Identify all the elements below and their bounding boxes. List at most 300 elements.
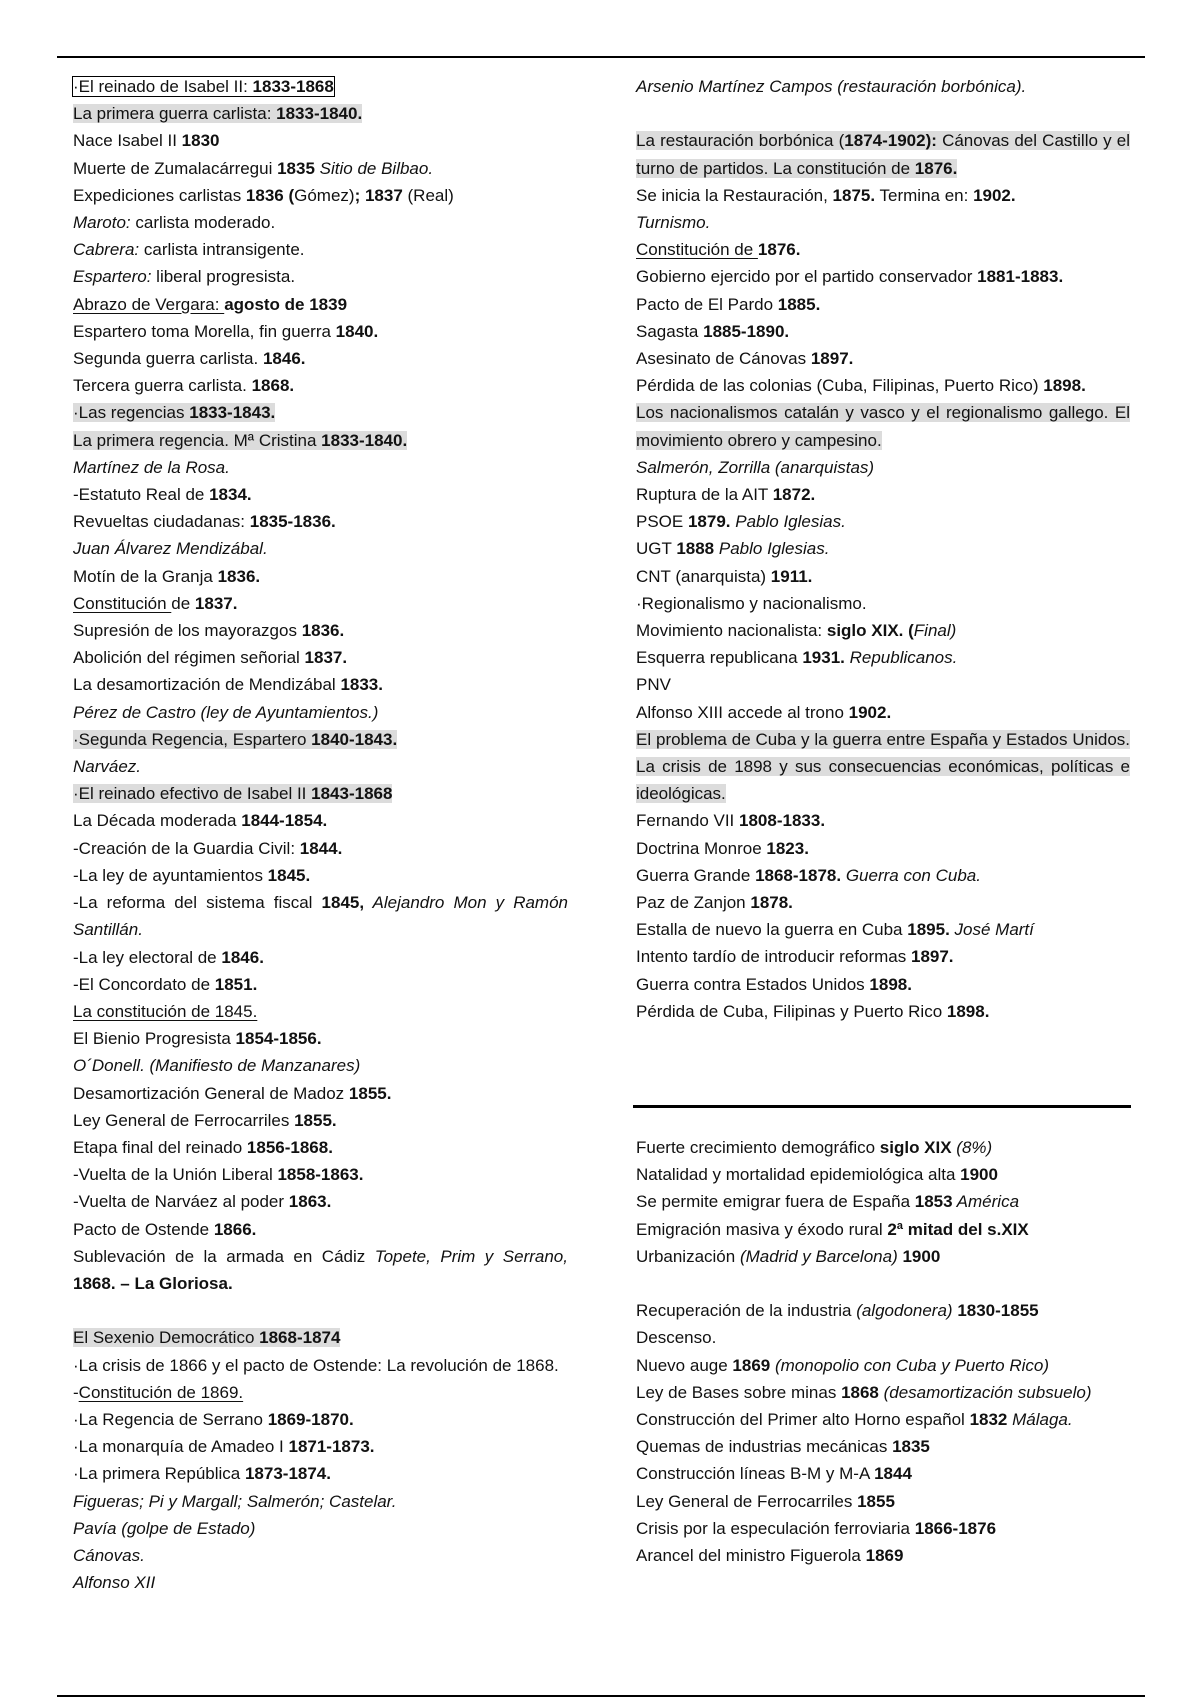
bold-date: 1931. <box>802 648 845 668</box>
text-segment: Se inicia la Restauración, <box>636 185 833 205</box>
line-text <box>73 839 342 858</box>
line-text <box>636 648 957 667</box>
text-segment: ·Regionalismo y nacionalismo. <box>636 593 867 613</box>
line-text <box>636 1192 1019 1211</box>
text-line <box>73 454 568 481</box>
text-line <box>73 1488 568 1515</box>
text-line <box>636 291 1130 318</box>
text-line <box>73 1134 568 1161</box>
bold-date: 1868. <box>251 376 295 396</box>
bold-date: 1874-1902): <box>844 131 937 151</box>
text-line <box>73 1080 568 1107</box>
bold-date: 1844. <box>299 838 343 858</box>
text-segment: La primera regencia. Mª Cristina <box>73 430 322 450</box>
text-segment: -Vuelta de la Unión Liberal <box>73 1165 278 1185</box>
line-text <box>636 512 846 531</box>
line-text <box>636 811 825 830</box>
text-line <box>73 862 568 889</box>
text-segment: Se permite emigrar fuera de España <box>636 1192 915 1212</box>
line-text <box>73 159 433 178</box>
text-line <box>73 100 568 127</box>
bold-date: 1833-1840. <box>276 104 363 124</box>
text-line <box>73 535 568 562</box>
text-line <box>73 671 568 698</box>
bold-date: 1856-1868. <box>246 1137 333 1157</box>
bold-date: 1898. <box>869 974 912 994</box>
text-line <box>73 155 568 182</box>
text-segment: PNV <box>636 675 671 695</box>
italic-note: Juan Álvarez Mendizábal. <box>73 539 268 559</box>
bold-date: 1869-1870. <box>267 1409 354 1429</box>
bold-date: 1846. <box>221 947 264 967</box>
italic-note: (Madrid y Barcelona) <box>739 1246 898 1266</box>
bold-date: 1876. <box>757 240 801 260</box>
bold-date: 1879. <box>687 512 731 532</box>
bold-date: 1851. <box>214 974 258 994</box>
line-text <box>636 186 1016 205</box>
text-line <box>636 73 1130 100</box>
text-segment: Alfonso XIII accede al trono <box>636 702 849 722</box>
text-line <box>636 481 1130 508</box>
bold-date: 1845. <box>267 865 311 885</box>
bold-date: 1833. <box>340 675 383 695</box>
bold-date: 1871-1873. <box>288 1437 375 1457</box>
text-line <box>636 535 1130 562</box>
text-segment: Nace Isabel II <box>73 131 182 151</box>
text-segment: Ley General de Ferrocarriles <box>636 1491 858 1511</box>
text-line <box>636 644 1130 671</box>
blank-line <box>636 100 1130 127</box>
bold-date: 1844-1854. <box>241 811 328 831</box>
text-line <box>73 753 568 780</box>
line-text <box>73 295 347 314</box>
italic-note: Guerra con Cuba. <box>841 865 981 885</box>
line-text <box>636 240 800 259</box>
line-text <box>73 1492 396 1511</box>
text-segment: Natalidad y mortalidad epidemiológica alta <box>636 1165 961 1185</box>
text-line <box>73 372 568 399</box>
line-text <box>636 1328 716 1347</box>
text-line <box>636 563 1130 590</box>
bold-date: 1868. – La Gloriosa. <box>73 1273 233 1293</box>
text-segment: Pacto de Ostende <box>73 1219 214 1239</box>
bold-date: 1836. <box>301 621 345 641</box>
italic-note: Martínez de la Rosa. <box>73 457 230 477</box>
text-segment: Estalla de nuevo la guerra en Cuba <box>636 920 908 940</box>
text-segment: El Bienio Progresista <box>73 1029 236 1049</box>
line-text <box>73 1056 360 1075</box>
text-line <box>73 236 568 263</box>
text-line <box>73 563 568 590</box>
text-line <box>636 1352 1130 1379</box>
text-line <box>636 127 1130 181</box>
text-segment: ·La monarquía de Amadeo I <box>73 1437 289 1457</box>
text-line <box>73 399 568 426</box>
bold-date: 2ª mitad del s.XIX <box>887 1219 1029 1239</box>
line-text <box>636 1519 996 1538</box>
bold-date: 1869 <box>865 1546 904 1566</box>
bold-date: 1873-1874. <box>244 1464 331 1484</box>
line-text <box>73 1410 354 1429</box>
text-segment: - <box>73 1382 79 1402</box>
line-text <box>636 322 789 341</box>
text-line <box>73 481 568 508</box>
bold-date: 1840-1843. <box>311 729 398 749</box>
text-line <box>636 345 1130 372</box>
text-line <box>73 318 568 345</box>
text-segment: Muerte de Zumalacárregui <box>73 158 278 178</box>
line-text <box>73 648 347 667</box>
text-segment: Motín de la Granja <box>73 566 218 586</box>
line-text <box>73 1138 333 1157</box>
text-segment: El Sexenio Democrático <box>73 1328 260 1348</box>
italic-note: (monopolio con Cuba y Puerto Rico) <box>770 1355 1049 1375</box>
line-text <box>636 621 956 640</box>
text-segment: La constitución de 1845. <box>73 1001 258 1021</box>
text-line <box>636 1460 1130 1487</box>
text-line <box>73 998 568 1025</box>
bold-date: 1830-1855 <box>952 1301 1039 1321</box>
line-text <box>73 186 454 205</box>
text-segment: Ley General de Ferrocarriles <box>73 1110 295 1130</box>
line-text <box>73 703 378 722</box>
bold-date: 1833-1840. <box>321 430 408 450</box>
text-segment: carlista intransigente. <box>139 240 305 260</box>
text-line <box>73 1188 568 1215</box>
bold-date: 1835-1836. <box>249 512 336 532</box>
text-line <box>636 1297 1130 1324</box>
bold-date: 1888 <box>676 539 715 559</box>
line-text <box>636 1220 1029 1239</box>
bottom-rule <box>57 1695 1145 1697</box>
text-line <box>73 1433 568 1460</box>
text-segment: Sagasta <box>636 321 704 341</box>
text-segment: Fuerte crecimiento demográfico <box>636 1138 880 1157</box>
text-segment: Guerra Grande <box>636 865 756 885</box>
line-text <box>73 376 294 395</box>
text-segment: Asesinato de Cánovas <box>636 349 811 369</box>
text-segment: ·El reinado de Isabel II: <box>73 77 253 96</box>
text-line <box>73 1161 568 1188</box>
text-line <box>73 944 568 971</box>
bold-date: 1830 <box>181 131 220 151</box>
text-segment: Constitución de <box>636 240 758 260</box>
bold-date: 1866. <box>213 1219 257 1239</box>
bold-date: 1869 <box>732 1355 771 1375</box>
text-segment: La desamortización de Mendizábal <box>73 675 341 695</box>
line-text <box>636 1301 1039 1320</box>
text-segment: Supresión de los mayorazgos <box>73 621 302 641</box>
text-line <box>636 318 1130 345</box>
line-text <box>636 1410 1073 1429</box>
bold-date: 1834. <box>209 485 252 505</box>
italic-note: (desamortización subsuelo) <box>878 1382 1092 1402</box>
text-segment: ·La crisis de 1866 y el pacto de Ostende: La revolución de 1868. <box>73 1355 559 1375</box>
text-segment: Sublevación de la armada en Cádiz <box>73 1246 375 1266</box>
italic-note: Republicanos. <box>844 648 958 668</box>
bold-date: 1900 <box>897 1246 941 1266</box>
text-line <box>636 1161 1130 1188</box>
bold-date: 1853 <box>914 1192 953 1212</box>
italic-note: (algodonera) <box>856 1301 953 1321</box>
bold-date: 1902. <box>848 702 892 722</box>
text-line <box>636 971 1130 998</box>
bold-date: 1833-1843. <box>189 403 276 423</box>
text-line <box>73 182 568 209</box>
text-segment: Construcción líneas B-M y M-A <box>636 1464 875 1484</box>
line-text <box>636 77 1026 96</box>
text-segment: Intento tardío de introducir reformas <box>636 947 911 967</box>
line-text <box>73 1356 559 1375</box>
text-line <box>636 726 1130 808</box>
text-line <box>73 345 568 372</box>
line-text <box>636 567 812 586</box>
text-line <box>73 1379 568 1406</box>
text-segment: Esquerra republicana <box>636 648 803 668</box>
text-line <box>73 807 568 834</box>
blank-line <box>636 1270 1130 1297</box>
text-segment: -El Concordato de <box>73 974 215 994</box>
text-segment: -La ley electoral de <box>73 947 222 967</box>
bold-date: 1898. <box>946 1001 990 1021</box>
text-line <box>73 699 568 726</box>
text-segment: Constitución de 1869. <box>78 1382 244 1402</box>
line-text <box>73 322 378 341</box>
text-line <box>73 590 568 617</box>
text-line <box>73 1107 568 1134</box>
italic-note: Pavía (golpe de Estado) <box>73 1518 256 1538</box>
text-line <box>636 1324 1130 1351</box>
text-line <box>636 699 1130 726</box>
text-line <box>636 617 1130 644</box>
right-column-top <box>636 73 1130 1025</box>
text-segment: -La ley de ayuntamientos <box>73 865 268 885</box>
line-text <box>636 539 829 558</box>
bold-date: 1808-1833. <box>739 811 826 831</box>
text-segment: -Estatuto Real de <box>73 485 210 505</box>
italic-note: Maroto: <box>73 213 131 233</box>
text-line <box>73 263 568 290</box>
text-line <box>73 617 568 644</box>
text-segment: La restauración borbónica ( <box>636 131 845 151</box>
text-segment: Ley de Bases sobre minas <box>636 1382 842 1402</box>
bold-date: 1876. <box>914 158 958 178</box>
line-text <box>73 621 344 640</box>
line-text <box>73 485 252 504</box>
bold-date: 1911. <box>770 566 813 586</box>
bold-date: 1835 <box>892 1437 930 1457</box>
line-text <box>73 512 336 531</box>
text-segment: Tercera guerra carlista. <box>73 376 252 396</box>
line-text <box>636 403 1130 449</box>
bold-date: 1895. <box>907 920 950 940</box>
line-text <box>636 349 853 368</box>
italic-note: Figueras; Pi y Margall; Salmerón; Castelar. <box>73 1491 397 1511</box>
text-line <box>73 291 568 318</box>
bold-date: 1872. <box>772 485 816 505</box>
line-text <box>73 675 383 694</box>
text-line <box>73 1352 568 1379</box>
line-text <box>636 213 710 232</box>
line-text <box>636 1165 998 1184</box>
line-text <box>636 458 874 477</box>
line-text <box>73 213 275 232</box>
text-segment: La Década moderada <box>73 811 242 831</box>
italic-note: Turnismo. <box>636 213 711 232</box>
text-line <box>636 182 1130 209</box>
italic-note: Narváez. <box>73 757 142 777</box>
bold-date: 1858-1863. <box>277 1165 364 1185</box>
text-line <box>73 127 568 154</box>
line-text <box>73 1383 243 1402</box>
text-line <box>636 1134 1130 1161</box>
text-line <box>73 780 568 807</box>
text-line <box>636 590 1130 617</box>
bold-date: 1881-1883. <box>977 267 1064 287</box>
bold-date: 1833-1868 <box>252 77 334 96</box>
text-line <box>636 862 1130 889</box>
italic-note: Sitio de Bilbao. <box>319 158 434 178</box>
line-text <box>636 1492 895 1511</box>
bold-date: agosto de 1839 <box>224 294 348 314</box>
line-text <box>73 1192 331 1211</box>
text-segment: El problema de Cuba y la guerra entre España y Estados Unidos. La crisis de 1898 y sus consecuencias económicas, políticas e ideológicas. <box>636 729 1130 804</box>
line-text <box>73 1165 363 1184</box>
bold-date: 1835 <box>277 158 315 178</box>
line-text <box>636 675 671 694</box>
line-text <box>73 730 397 749</box>
text-line <box>73 1515 568 1542</box>
line-text <box>636 594 867 613</box>
bold-date: 1845, <box>321 893 365 913</box>
text-segment: PSOE <box>636 512 688 532</box>
text-line <box>73 209 568 236</box>
text-line <box>73 1324 568 1351</box>
text-line <box>73 835 568 862</box>
italic-note: Arsenio Martínez Campos (restauración borbónica). <box>636 77 1027 96</box>
text-segment: Abolición del régimen señorial <box>73 648 305 668</box>
line-text <box>636 1383 1092 1402</box>
text-segment: carlista moderado. <box>130 213 276 233</box>
text-segment: Arancel del ministro Figuerola <box>636 1546 866 1566</box>
bold-date: 1832 <box>969 1410 1008 1430</box>
text-line <box>636 807 1130 834</box>
text-segment: Nuevo auge <box>636 1355 733 1375</box>
line-text <box>73 1573 155 1592</box>
text-line <box>636 454 1130 481</box>
text-line <box>636 1216 1130 1243</box>
text-line <box>73 1406 568 1433</box>
bold-date: 1897. <box>910 947 954 967</box>
line-text <box>73 431 407 450</box>
line-text <box>73 594 237 613</box>
text-segment: liberal progresista. <box>151 267 296 287</box>
text-segment: Expediciones carlistas <box>73 185 246 205</box>
text-line <box>636 998 1130 1025</box>
bold-date: 1855. <box>294 1110 337 1130</box>
text-segment: Fernando VII <box>636 811 740 831</box>
text-line <box>636 835 1130 862</box>
text-segment: Los nacionalismos catalán y vasco y el regionalismo gallego. El movimiento obrero y campesino. <box>636 403 1130 450</box>
bold-date: 1854-1856. <box>235 1029 322 1049</box>
text-segment: Urbanización <box>636 1246 740 1266</box>
text-segment: Espartero toma Morella, fin guerra <box>73 321 336 341</box>
line-text <box>73 1111 337 1130</box>
text-line <box>636 209 1130 236</box>
text-segment: Segunda guerra carlista. <box>73 349 263 369</box>
text-segment: Paz de Zanjon <box>636 893 751 913</box>
text-segment: Emigración masiva y éxodo rural <box>636 1219 888 1239</box>
text-segment: Pacto de El Pardo <box>636 294 778 314</box>
text-segment: Gómez) <box>294 185 355 205</box>
line-text <box>73 1002 257 1021</box>
line-text <box>636 1464 912 1483</box>
text-segment: Quemas de industrias mecánicas <box>636 1437 893 1457</box>
line-text <box>636 866 981 885</box>
line-text <box>636 839 809 858</box>
bold-date: 1900 <box>960 1165 998 1185</box>
bold-date: 1855. <box>348 1083 392 1103</box>
text-line <box>636 508 1130 535</box>
text-segment: Crisis por la especulación ferroviaria <box>636 1518 915 1538</box>
text-line <box>73 971 568 998</box>
bold-date: 1836. <box>217 566 261 586</box>
line-text <box>636 1002 989 1021</box>
line-text <box>73 131 220 150</box>
bold-date: 1837. <box>194 593 238 613</box>
line-text <box>73 104 362 123</box>
text-line <box>73 1243 568 1297</box>
text-line <box>73 1569 568 1596</box>
bold-date: 1868-1878. <box>755 865 842 885</box>
text-line <box>636 1515 1130 1542</box>
line-text <box>636 1356 1049 1375</box>
bold-date: 1898. <box>1043 376 1086 396</box>
text-segment: ·Segunda Regencia, Espartero <box>73 729 312 749</box>
italic-note: Alfonso XII <box>73 1573 156 1593</box>
line-text <box>636 485 815 504</box>
left-column <box>73 73 568 1596</box>
text-line <box>636 1406 1130 1433</box>
italic-note: Pérez de Castro (ley de Ayuntamientos.) <box>73 702 379 722</box>
text-segment: Cánovas del Castillo y el turno de partidos. La constitución de <box>636 131 1130 178</box>
line-text <box>636 703 891 722</box>
text-segment: ·Las regencias <box>73 403 190 423</box>
text-line <box>636 236 1130 263</box>
line-text <box>636 1437 930 1456</box>
bold-date: 1875. <box>832 185 876 205</box>
italic-note: Espartero: <box>73 267 152 287</box>
line-text <box>73 866 310 885</box>
bold-date: 1823. <box>766 838 809 858</box>
text-line <box>73 726 568 753</box>
bold-date: ; 1837 <box>354 185 403 205</box>
right-column-bottom <box>636 1134 1130 1569</box>
text-line <box>73 1052 568 1079</box>
italic-note: Topete, Prim y Serrano, <box>374 1246 568 1266</box>
line-text <box>73 267 295 286</box>
line-text <box>73 1546 145 1565</box>
text-segment: Doctrina Monroe <box>636 838 767 858</box>
italic-note: Cánovas. <box>73 1545 145 1565</box>
text-segment: -Creación de la Guardia Civil: <box>73 838 300 858</box>
text-line <box>636 372 1130 399</box>
line-text <box>73 539 268 558</box>
bold-date: 1868 <box>841 1382 879 1402</box>
text-line <box>636 1188 1130 1215</box>
text-line <box>73 889 568 943</box>
line-text <box>636 893 793 912</box>
